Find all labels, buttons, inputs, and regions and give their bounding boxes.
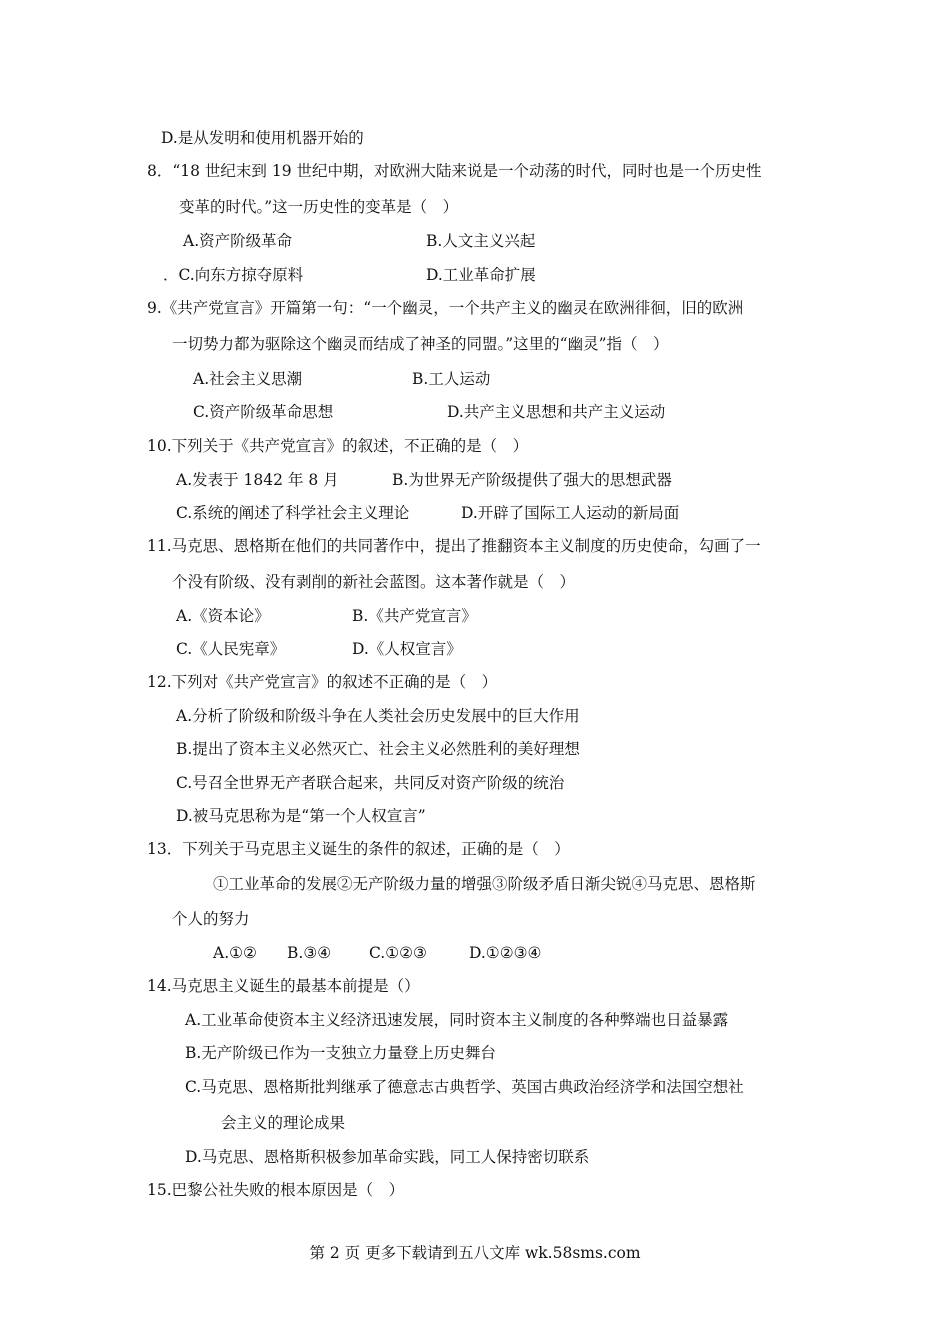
q12-option-c: C.号召全世界无产者联合起来，共同反对资产阶级的统治 <box>176 774 565 792</box>
q7-option-d: D.是从发明和使用机器开始的 <box>161 129 364 147</box>
q15-stem: 15.巴黎公社失败的根本原因是（ ） <box>147 1181 405 1199</box>
q11-option-b: B.《共产党宣言》 <box>352 607 477 625</box>
q14-option-c-line-1: C.马克思、恩格斯批判继承了德意志古典哲学、英国古典政治经济学和法国空想社 <box>185 1078 744 1096</box>
q10-option-a: A.发表于 1842 年 8 月 <box>176 471 339 489</box>
q11-option-a: A.《资本论》 <box>176 607 270 625</box>
q13-option-b: B.③④ <box>287 944 332 962</box>
q13-conditions-line-2: 个人的努力 <box>172 910 250 928</box>
q12-option-d: D.被马克思称为是“第一个人权宣言” <box>176 807 426 825</box>
q9-stem-line-1: 9.《共产党宣言》开篇第一句：“一个幽灵，一个共产主义的幽灵在欧洲徘徊，旧的欧洲 <box>147 299 744 317</box>
q10-option-c: C.系统的阐述了科学社会主义理论 <box>176 504 410 522</box>
q13-stem: 13．下列关于马克思主义诞生的条件的叙述，正确的是（ ） <box>147 840 570 858</box>
page-footer: 第 2 页 更多下载请到五八文库 wk.58sms.com <box>309 1244 641 1262</box>
q10-option-b: B.为世界无产阶级提供了强大的思想武器 <box>392 471 672 489</box>
q14-option-b: B.无产阶级已作为一支独立力量登上历史舞台 <box>185 1044 496 1062</box>
q9-option-a: A.社会主义思潮 <box>193 370 303 388</box>
q8-option-d: D.工业革命扩展 <box>426 266 536 284</box>
q8-option-c: ．C.向东方掠夺原料 <box>163 266 304 284</box>
q9-option-d: D.共产主义思想和共产主义运动 <box>447 403 666 421</box>
q11-option-c: C.《人民宪章》 <box>176 640 286 658</box>
q12-option-a: A.分析了阶级和阶级斗争在人类社会历史发展中的巨大作用 <box>176 707 580 725</box>
q11-option-d: D.《人权宣言》 <box>352 640 462 658</box>
q14-stem: 14.马克思主义诞生的最基本前提是（） <box>147 977 420 995</box>
q14-option-a: A.工业革命使资本主义经济迅速发展，同时资本主义制度的各种弊端也日益暴露 <box>185 1011 729 1029</box>
q13-option-d: D.①②③④ <box>469 944 542 962</box>
q13-option-a: A.①② <box>213 944 257 962</box>
q10-stem: 10.下列关于《共产党宣言》的叙述，不正确的是（ ） <box>147 437 529 455</box>
q10-option-d: D.开辟了国际工人运动的新局面 <box>461 504 680 522</box>
q14-option-c-line-2: 会主义的理论成果 <box>221 1114 346 1132</box>
q9-stem-line-2: 一切势力都为驱除这个幽灵而结成了神圣的同盟。”这里的“幽灵”指（ ） <box>172 335 669 353</box>
q12-option-b: B.提出了资本主义必然灭亡、社会主义必然胜利的美好理想 <box>176 740 580 758</box>
q13-option-c: C.①②③ <box>369 944 427 962</box>
q12-stem: 12.下列对《共产党宣言》的叙述不正确的是（ ） <box>147 673 498 691</box>
q8-stem-line-2: 变革的时代。”这一历史性的变革是（ ） <box>179 198 459 216</box>
q11-stem-line-2: 个没有阶级、没有剥削的新社会蓝图。这本著作就是（ ） <box>172 573 576 591</box>
q8-stem-line-1: 8．“18 世纪末到 19 世纪中期，对欧洲大陆来说是一个动荡的时代，同时也是一个历史性 <box>147 162 762 180</box>
q9-option-c: C.资产阶级革命思想 <box>193 403 334 421</box>
q13-conditions-line-1: ①工业革命的发展②无产阶级力量的增强③阶级矛盾日渐尖锐④马克思、恩格斯 <box>213 875 756 893</box>
q14-option-d: D.马克思、恩格斯积极参加革命实践，同工人保持密切联系 <box>185 1148 590 1166</box>
q8-option-a: A.资产阶级革命 <box>183 232 293 250</box>
q8-option-b: B.人文主义兴起 <box>426 232 536 250</box>
q11-stem-line-1: 11.马克思、恩格斯在他们的共同著作中，提出了推翻资本主义制度的历史使命，勾画了一 <box>147 537 761 555</box>
q9-option-b: B.工人运动 <box>412 370 491 388</box>
